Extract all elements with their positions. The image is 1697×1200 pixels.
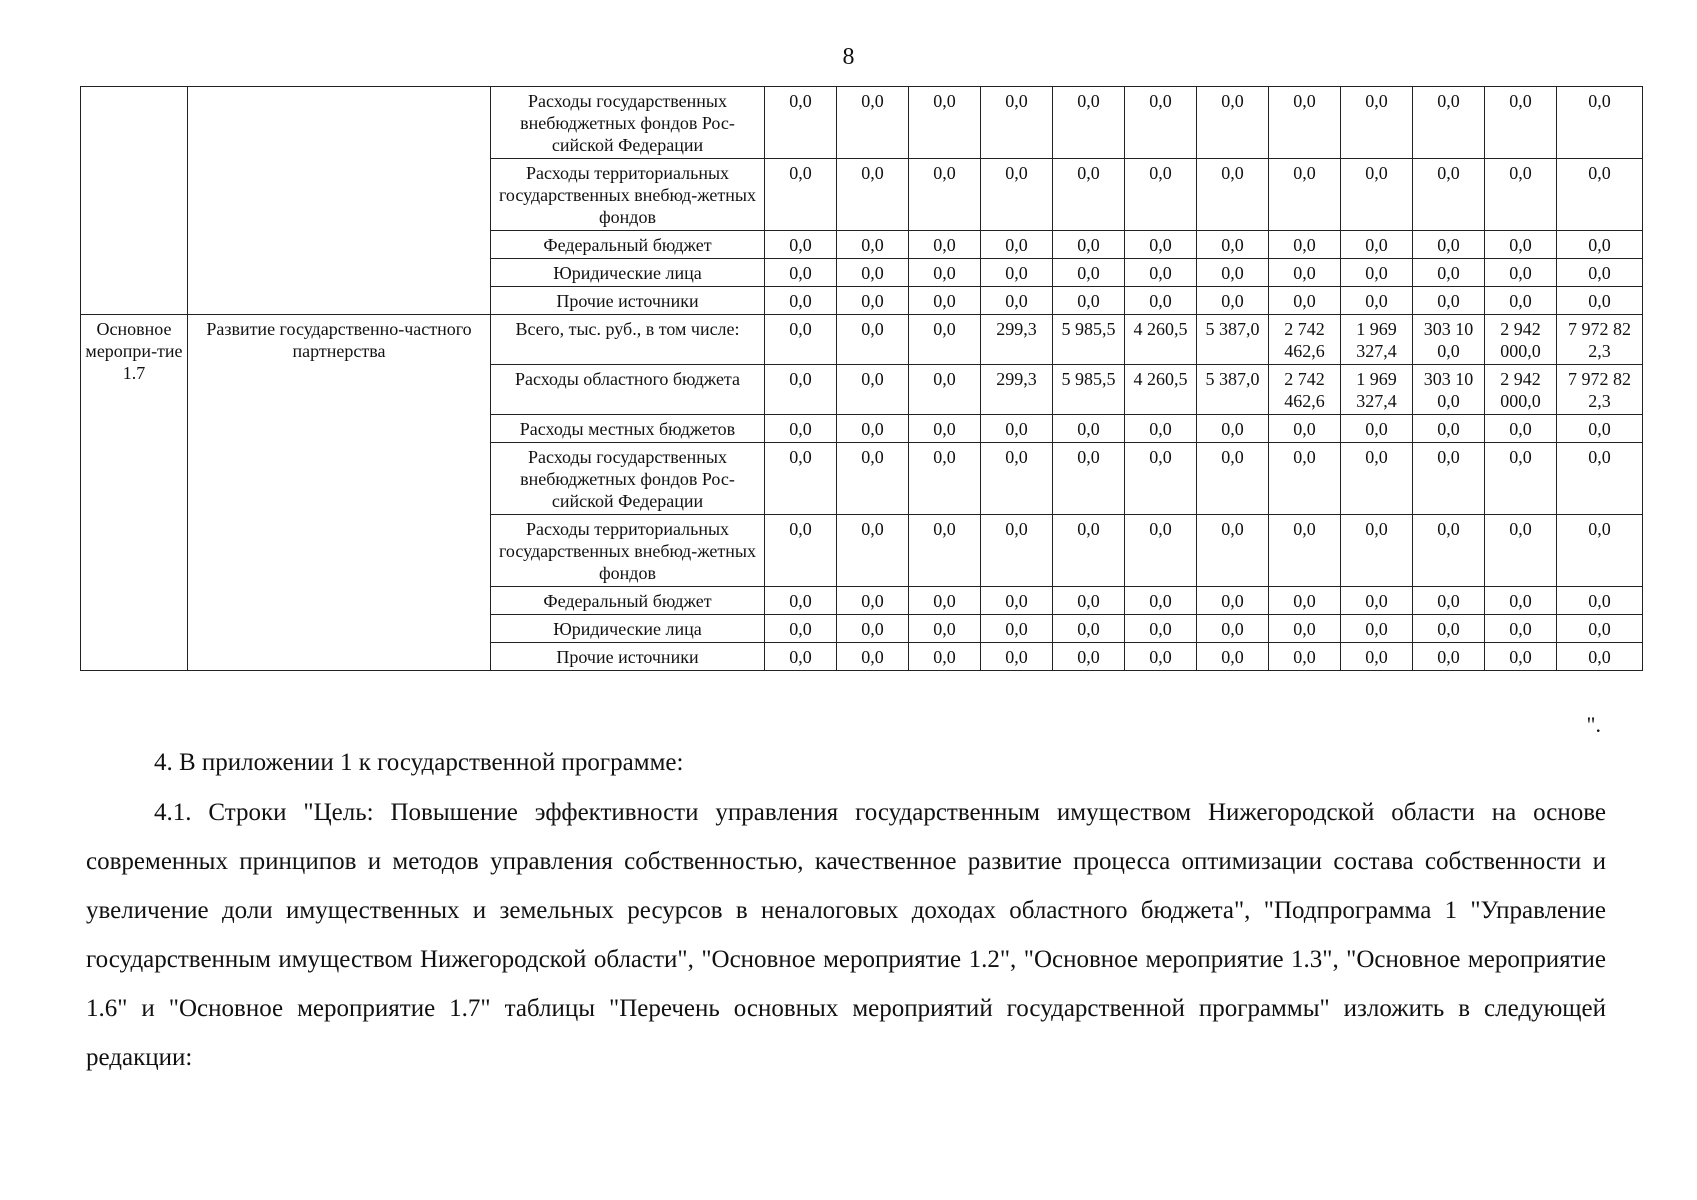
value-cell: 2 742 462,6 [1269, 315, 1341, 365]
value-cell: 0,0 [1413, 643, 1485, 671]
value-cell: 0,0 [1557, 643, 1643, 671]
value-cell: 0,0 [765, 515, 837, 587]
value-cell: 0,0 [1053, 87, 1125, 159]
value-cell: 0,0 [1341, 643, 1413, 671]
value-cell: 0,0 [1557, 87, 1643, 159]
value-cell: 0,0 [1125, 87, 1197, 159]
value-cell: 0,0 [1341, 415, 1413, 443]
value-cell: 0,0 [909, 87, 981, 159]
source-label: Расходы областного бюджета [491, 365, 765, 415]
value-cell: 5 985,5 [1053, 365, 1125, 415]
funding-table [80, 86, 1643, 671]
value-cell: 0,0 [1557, 415, 1643, 443]
value-cell: 0,0 [765, 415, 837, 443]
value-cell: 0,0 [1485, 443, 1557, 515]
value-cell: 0,0 [1485, 515, 1557, 587]
value-cell: 0,0 [1485, 643, 1557, 671]
value-cell: 0,0 [1341, 587, 1413, 615]
value-cell: 0,0 [909, 287, 981, 315]
value-cell: 0,0 [1197, 287, 1269, 315]
value-cell: 0,0 [1269, 231, 1341, 259]
value-cell: 0,0 [1197, 87, 1269, 159]
value-cell: 1 969 327,4 [1341, 365, 1413, 415]
value-cell: 0,0 [981, 587, 1053, 615]
value-cell: 0,0 [765, 587, 837, 615]
value-cell: 0,0 [765, 259, 837, 287]
value-cell: 0,0 [1341, 443, 1413, 515]
value-cell: 0,0 [837, 515, 909, 587]
value-cell: 0,0 [1341, 159, 1413, 231]
value-cell: 0,0 [1053, 443, 1125, 515]
value-cell: 0,0 [1269, 587, 1341, 615]
value-cell: 0,0 [1413, 159, 1485, 231]
value-cell: 0,0 [1269, 259, 1341, 287]
value-cell: 0,0 [1557, 287, 1643, 315]
value-cell: 0,0 [837, 315, 909, 365]
value-cell: 2 942 000,0 [1485, 365, 1557, 415]
value-cell: 0,0 [1269, 87, 1341, 159]
value-cell: 0,0 [1053, 415, 1125, 443]
value-cell: 4 260,5 [1125, 365, 1197, 415]
value-cell: 0,0 [981, 415, 1053, 443]
value-cell: 0,0 [1125, 287, 1197, 315]
source-label: Расходы территориальных государственных внебюд-жетных фондов [491, 515, 765, 587]
value-cell: 0,0 [981, 259, 1053, 287]
value-cell: 0,0 [909, 365, 981, 415]
value-cell: 0,0 [1485, 587, 1557, 615]
value-cell: 0,0 [765, 643, 837, 671]
value-cell: 0,0 [1485, 231, 1557, 259]
code-cell-empty [81, 87, 188, 315]
value-cell: 0,0 [837, 259, 909, 287]
value-cell: 0,0 [765, 87, 837, 159]
value-cell: 0,0 [1413, 443, 1485, 515]
value-cell: 0,0 [1053, 615, 1125, 643]
value-cell: 0,0 [1485, 259, 1557, 287]
value-cell: 0,0 [909, 415, 981, 443]
activity-name: Развитие государственно-частного партнерства [188, 315, 491, 671]
value-cell: 7 972 82 2,3 [1557, 315, 1643, 365]
value-cell: 303 10 0,0 [1413, 315, 1485, 365]
value-cell: 299,3 [981, 315, 1053, 365]
value-cell: 0,0 [1269, 443, 1341, 515]
value-cell: 0,0 [1053, 587, 1125, 615]
value-cell: 4 260,5 [1125, 315, 1197, 365]
value-cell: 0,0 [1413, 287, 1485, 315]
value-cell: 0,0 [1485, 415, 1557, 443]
value-cell: 0,0 [1197, 515, 1269, 587]
value-cell: 0,0 [1485, 87, 1557, 159]
source-label: Расходы территориальных государственных внебюд-жетных фондов [491, 159, 765, 231]
value-cell: 0,0 [1485, 287, 1557, 315]
value-cell: 0,0 [1125, 231, 1197, 259]
value-cell: 0,0 [909, 587, 981, 615]
value-cell: 0,0 [1413, 587, 1485, 615]
table-row [81, 87, 1643, 159]
value-cell: 0,0 [1197, 587, 1269, 615]
value-cell: 0,0 [1125, 643, 1197, 671]
value-cell: 0,0 [1125, 515, 1197, 587]
value-cell: 0,0 [1125, 415, 1197, 443]
value-cell: 0,0 [909, 231, 981, 259]
value-cell: 0,0 [765, 443, 837, 515]
value-cell: 0,0 [1197, 443, 1269, 515]
closing-quote: ". [1586, 712, 1601, 737]
value-cell: 0,0 [1125, 443, 1197, 515]
value-cell: 0,0 [1125, 259, 1197, 287]
source-label: Расходы государственных внебюджетных фондов Рос-сийской Федерации [491, 87, 765, 159]
source-label: Прочие источники [491, 287, 765, 315]
value-cell: 0,0 [765, 287, 837, 315]
value-cell: 0,0 [765, 159, 837, 231]
value-cell: 0,0 [1269, 287, 1341, 315]
value-cell: 0,0 [981, 287, 1053, 315]
value-cell: 0,0 [837, 415, 909, 443]
value-cell: 0,0 [1341, 515, 1413, 587]
value-cell: 0,0 [909, 515, 981, 587]
value-cell: 0,0 [909, 259, 981, 287]
value-cell: 0,0 [765, 615, 837, 643]
value-cell: 0,0 [1557, 515, 1643, 587]
value-cell: 0,0 [909, 315, 981, 365]
table-row [81, 315, 1643, 365]
value-cell: 0,0 [1413, 87, 1485, 159]
value-cell: 5 985,5 [1053, 315, 1125, 365]
value-cell: 0,0 [837, 443, 909, 515]
value-cell: 0,0 [1053, 515, 1125, 587]
value-cell: 0,0 [981, 443, 1053, 515]
value-cell: 2 942 000,0 [1485, 315, 1557, 365]
value-cell: 0,0 [1053, 159, 1125, 231]
value-cell: 0,0 [837, 587, 909, 615]
value-cell: 0,0 [1197, 643, 1269, 671]
value-cell: 0,0 [1413, 259, 1485, 287]
value-cell: 0,0 [1485, 615, 1557, 643]
value-cell: 0,0 [909, 443, 981, 515]
value-cell: 0,0 [1125, 615, 1197, 643]
value-cell: 0,0 [1341, 87, 1413, 159]
value-cell: 0,0 [837, 287, 909, 315]
value-cell: 5 387,0 [1197, 315, 1269, 365]
value-cell: 0,0 [1197, 415, 1269, 443]
value-cell: 0,0 [1413, 615, 1485, 643]
activity-code: Основное меропри-тие 1.7 [81, 315, 188, 671]
value-cell: 0,0 [1557, 587, 1643, 615]
value-cell: 0,0 [1557, 443, 1643, 515]
value-cell: 0,0 [981, 515, 1053, 587]
value-cell: 0,0 [1269, 515, 1341, 587]
value-cell: 0,0 [909, 643, 981, 671]
value-cell: 299,3 [981, 365, 1053, 415]
value-cell: 0,0 [981, 87, 1053, 159]
source-label: Всего, тыс. руб., в том числе: [491, 315, 765, 365]
value-cell: 0,0 [1557, 259, 1643, 287]
source-label: Юридические лица [491, 259, 765, 287]
value-cell: 0,0 [1053, 287, 1125, 315]
value-cell: 0,0 [1557, 159, 1643, 231]
value-cell: 0,0 [1053, 231, 1125, 259]
value-cell: 0,0 [1413, 515, 1485, 587]
paragraph-4-1-text: 4.1. Строки "Цель: Повышение эффективности управления государственным имуществом Нижегородской области на основе современных принципов и методов управления собственностью, качественное развитие процесса оптимизации состава собственности и увеличение доли имущественных и земельных ресурсов в неналоговых доходах областного бюджета", "Подпрограмма 1 "Управление государственным имуществом Нижегородской области", "Основное мероприятие 1.2", "Основное мероприятие 1.3", "Основное мероприятие 1.6" и "Основное мероприятие 1.7" таблицы "Перечень основных мероприятий государственной программы" изложить в следующей редакции: [86, 799, 1606, 1071]
source-label: Федеральный бюджет [491, 587, 765, 615]
value-cell: 0,0 [1341, 287, 1413, 315]
value-cell: 0,0 [1197, 231, 1269, 259]
value-cell: 0,0 [981, 643, 1053, 671]
value-cell: 0,0 [837, 365, 909, 415]
value-cell: 0,0 [1269, 643, 1341, 671]
value-cell: 0,0 [837, 643, 909, 671]
value-cell: 0,0 [981, 159, 1053, 231]
value-cell: 0,0 [1413, 231, 1485, 259]
value-cell: 0,0 [1125, 159, 1197, 231]
value-cell: 0,0 [1557, 615, 1643, 643]
value-cell: 7 972 82 2,3 [1557, 365, 1643, 415]
value-cell: 0,0 [981, 231, 1053, 259]
value-cell: 0,0 [1125, 587, 1197, 615]
source-label: Расходы местных бюджетов [491, 415, 765, 443]
source-label: Прочие источники [491, 643, 765, 671]
value-cell: 1 969 327,4 [1341, 315, 1413, 365]
value-cell: 0,0 [837, 615, 909, 643]
value-cell: 0,0 [765, 231, 837, 259]
value-cell: 0,0 [1197, 159, 1269, 231]
value-cell: 0,0 [909, 615, 981, 643]
value-cell: 0,0 [1197, 259, 1269, 287]
paragraph-4-1 [86, 788, 1606, 1082]
value-cell: 0,0 [1269, 415, 1341, 443]
value-cell: 2 742 462,6 [1269, 365, 1341, 415]
value-cell: 5 387,0 [1197, 365, 1269, 415]
page-number: 8 [842, 44, 855, 70]
value-cell: 0,0 [1341, 231, 1413, 259]
paragraph-4 [86, 738, 1606, 787]
value-cell: 0,0 [1413, 415, 1485, 443]
value-cell: 0,0 [909, 159, 981, 231]
value-cell: 0,0 [1053, 643, 1125, 671]
source-label: Юридические лица [491, 615, 765, 643]
value-cell: 0,0 [837, 231, 909, 259]
name-cell-empty [188, 87, 491, 315]
source-label: Федеральный бюджет [491, 231, 765, 259]
value-cell: 0,0 [1557, 231, 1643, 259]
value-cell: 0,0 [1341, 259, 1413, 287]
value-cell: 0,0 [1197, 615, 1269, 643]
value-cell: 0,0 [837, 87, 909, 159]
paragraph-4-text: 4. В приложении 1 к государственной программе: [154, 749, 684, 776]
source-label: Расходы государственных внебюджетных фондов Рос-сийской Федерации [491, 443, 765, 515]
value-cell: 0,0 [1269, 159, 1341, 231]
value-cell: 303 10 0,0 [1413, 365, 1485, 415]
value-cell: 0,0 [765, 365, 837, 415]
value-cell: 0,0 [981, 615, 1053, 643]
value-cell: 0,0 [765, 315, 837, 365]
value-cell: 0,0 [1485, 159, 1557, 231]
value-cell: 0,0 [1053, 259, 1125, 287]
value-cell: 0,0 [1269, 615, 1341, 643]
value-cell: 0,0 [1341, 615, 1413, 643]
value-cell: 0,0 [837, 159, 909, 231]
